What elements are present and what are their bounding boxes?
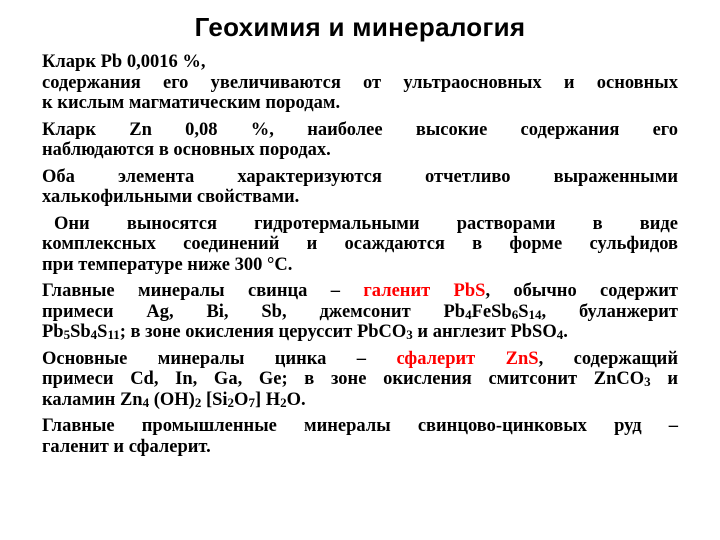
paragraph-lead-content-line1: содержания его увеличиваются от ультраосновных и основных xyxy=(42,72,678,93)
paragraph-transport-line2: комплексных соединений и осаждаются в форме сульфидов xyxy=(42,234,678,254)
paragraph-zinc-minerals-line2 xyxy=(42,369,678,390)
paragraph-zinc-clarke-line2: наблюдаются в основных породах. xyxy=(42,140,331,160)
paragraph-lead-minerals-line2 xyxy=(42,302,678,323)
text: сфалерит Zn xyxy=(396,348,529,369)
subscript: 2 xyxy=(194,394,202,410)
subscript: 4 xyxy=(465,306,472,322)
text: , обычно содержит xyxy=(485,281,679,301)
text: . xyxy=(563,322,568,342)
paragraph-ores-line1: Главные промышленные минералы свинцово-цинковых руд – xyxy=(42,416,678,436)
text: каламин Zn xyxy=(42,389,143,410)
slide-title: Геохимия и минералогия xyxy=(194,12,526,42)
text: , буланжерит xyxy=(541,301,678,322)
text: , содержащий xyxy=(538,348,679,369)
paragraph-transport-line1: Они выносятся гидротермальными растворами в виде xyxy=(54,213,678,234)
text: S xyxy=(518,301,529,322)
text: Основные минералы цинка – xyxy=(42,348,397,369)
text: галенит Pb xyxy=(363,281,476,301)
paragraph-lead-minerals-line3 xyxy=(42,322,678,343)
subscript: 7 xyxy=(248,394,255,410)
text: S xyxy=(528,348,539,369)
paragraph-zinc-minerals-line3 xyxy=(42,390,678,411)
text: ; в зоне окисления церуссит PbCO xyxy=(119,322,407,342)
subscript: 4 xyxy=(90,327,98,342)
paragraph-transport-line3: при температуре ниже 300 °С. xyxy=(42,254,293,275)
text: (OH) xyxy=(149,389,195,410)
subscript: 2 xyxy=(280,394,287,410)
text: примеси Cd, In, Ga, Ge; в зоне окисления смитсонит ZnCO xyxy=(42,369,645,389)
paragraph-chalcophile-line2: халькофильными свойствами. xyxy=(42,187,300,207)
subscript: 5 xyxy=(63,327,71,342)
paragraph-zinc-minerals-line1 xyxy=(42,349,678,370)
paragraph-zinc-clarke-line1: Кларк Zn 0,08 %, наиболее высокие содержания его xyxy=(42,119,678,140)
mineral-galena xyxy=(363,281,485,301)
text: и англезит PbSO xyxy=(412,322,557,342)
paragraph-lead-clarke: Кларк Pb 0,0016 %, xyxy=(42,52,206,72)
text: FeSb xyxy=(471,301,512,322)
slide-body xyxy=(42,52,678,457)
text: O xyxy=(234,389,249,410)
paragraph-lead-minerals-line1 xyxy=(42,281,678,302)
subscript: 3 xyxy=(644,374,651,389)
subscript: 14 xyxy=(528,306,542,322)
subscript: 2 xyxy=(227,394,235,410)
text: S xyxy=(97,322,108,342)
text: примеси Ag, Bi, Sb, джемсонит Pb xyxy=(42,301,466,322)
subscript: 11 xyxy=(107,327,120,342)
text: [Si xyxy=(201,389,228,410)
paragraph-lead-content-line2: к кислым магматическим породам. xyxy=(42,93,341,113)
mineral-sphalerite xyxy=(396,349,538,369)
text: Sb xyxy=(70,322,91,342)
text: O. xyxy=(286,389,306,410)
subscript: 6 xyxy=(511,306,519,322)
text: Главные минералы свинца – xyxy=(42,281,364,301)
text: ] H xyxy=(254,389,281,410)
subscript: 3 xyxy=(406,327,413,342)
paragraph-ores-line2: галенит и сфалерит. xyxy=(42,436,211,457)
text: S xyxy=(475,281,486,301)
text: и xyxy=(650,369,678,389)
text: Pb xyxy=(42,322,64,342)
subscript: 4 xyxy=(556,327,564,342)
paragraph-chalcophile-line1: Оба элемента характеризуются отчетливо выраженными xyxy=(42,166,678,187)
subscript: 4 xyxy=(142,394,150,410)
